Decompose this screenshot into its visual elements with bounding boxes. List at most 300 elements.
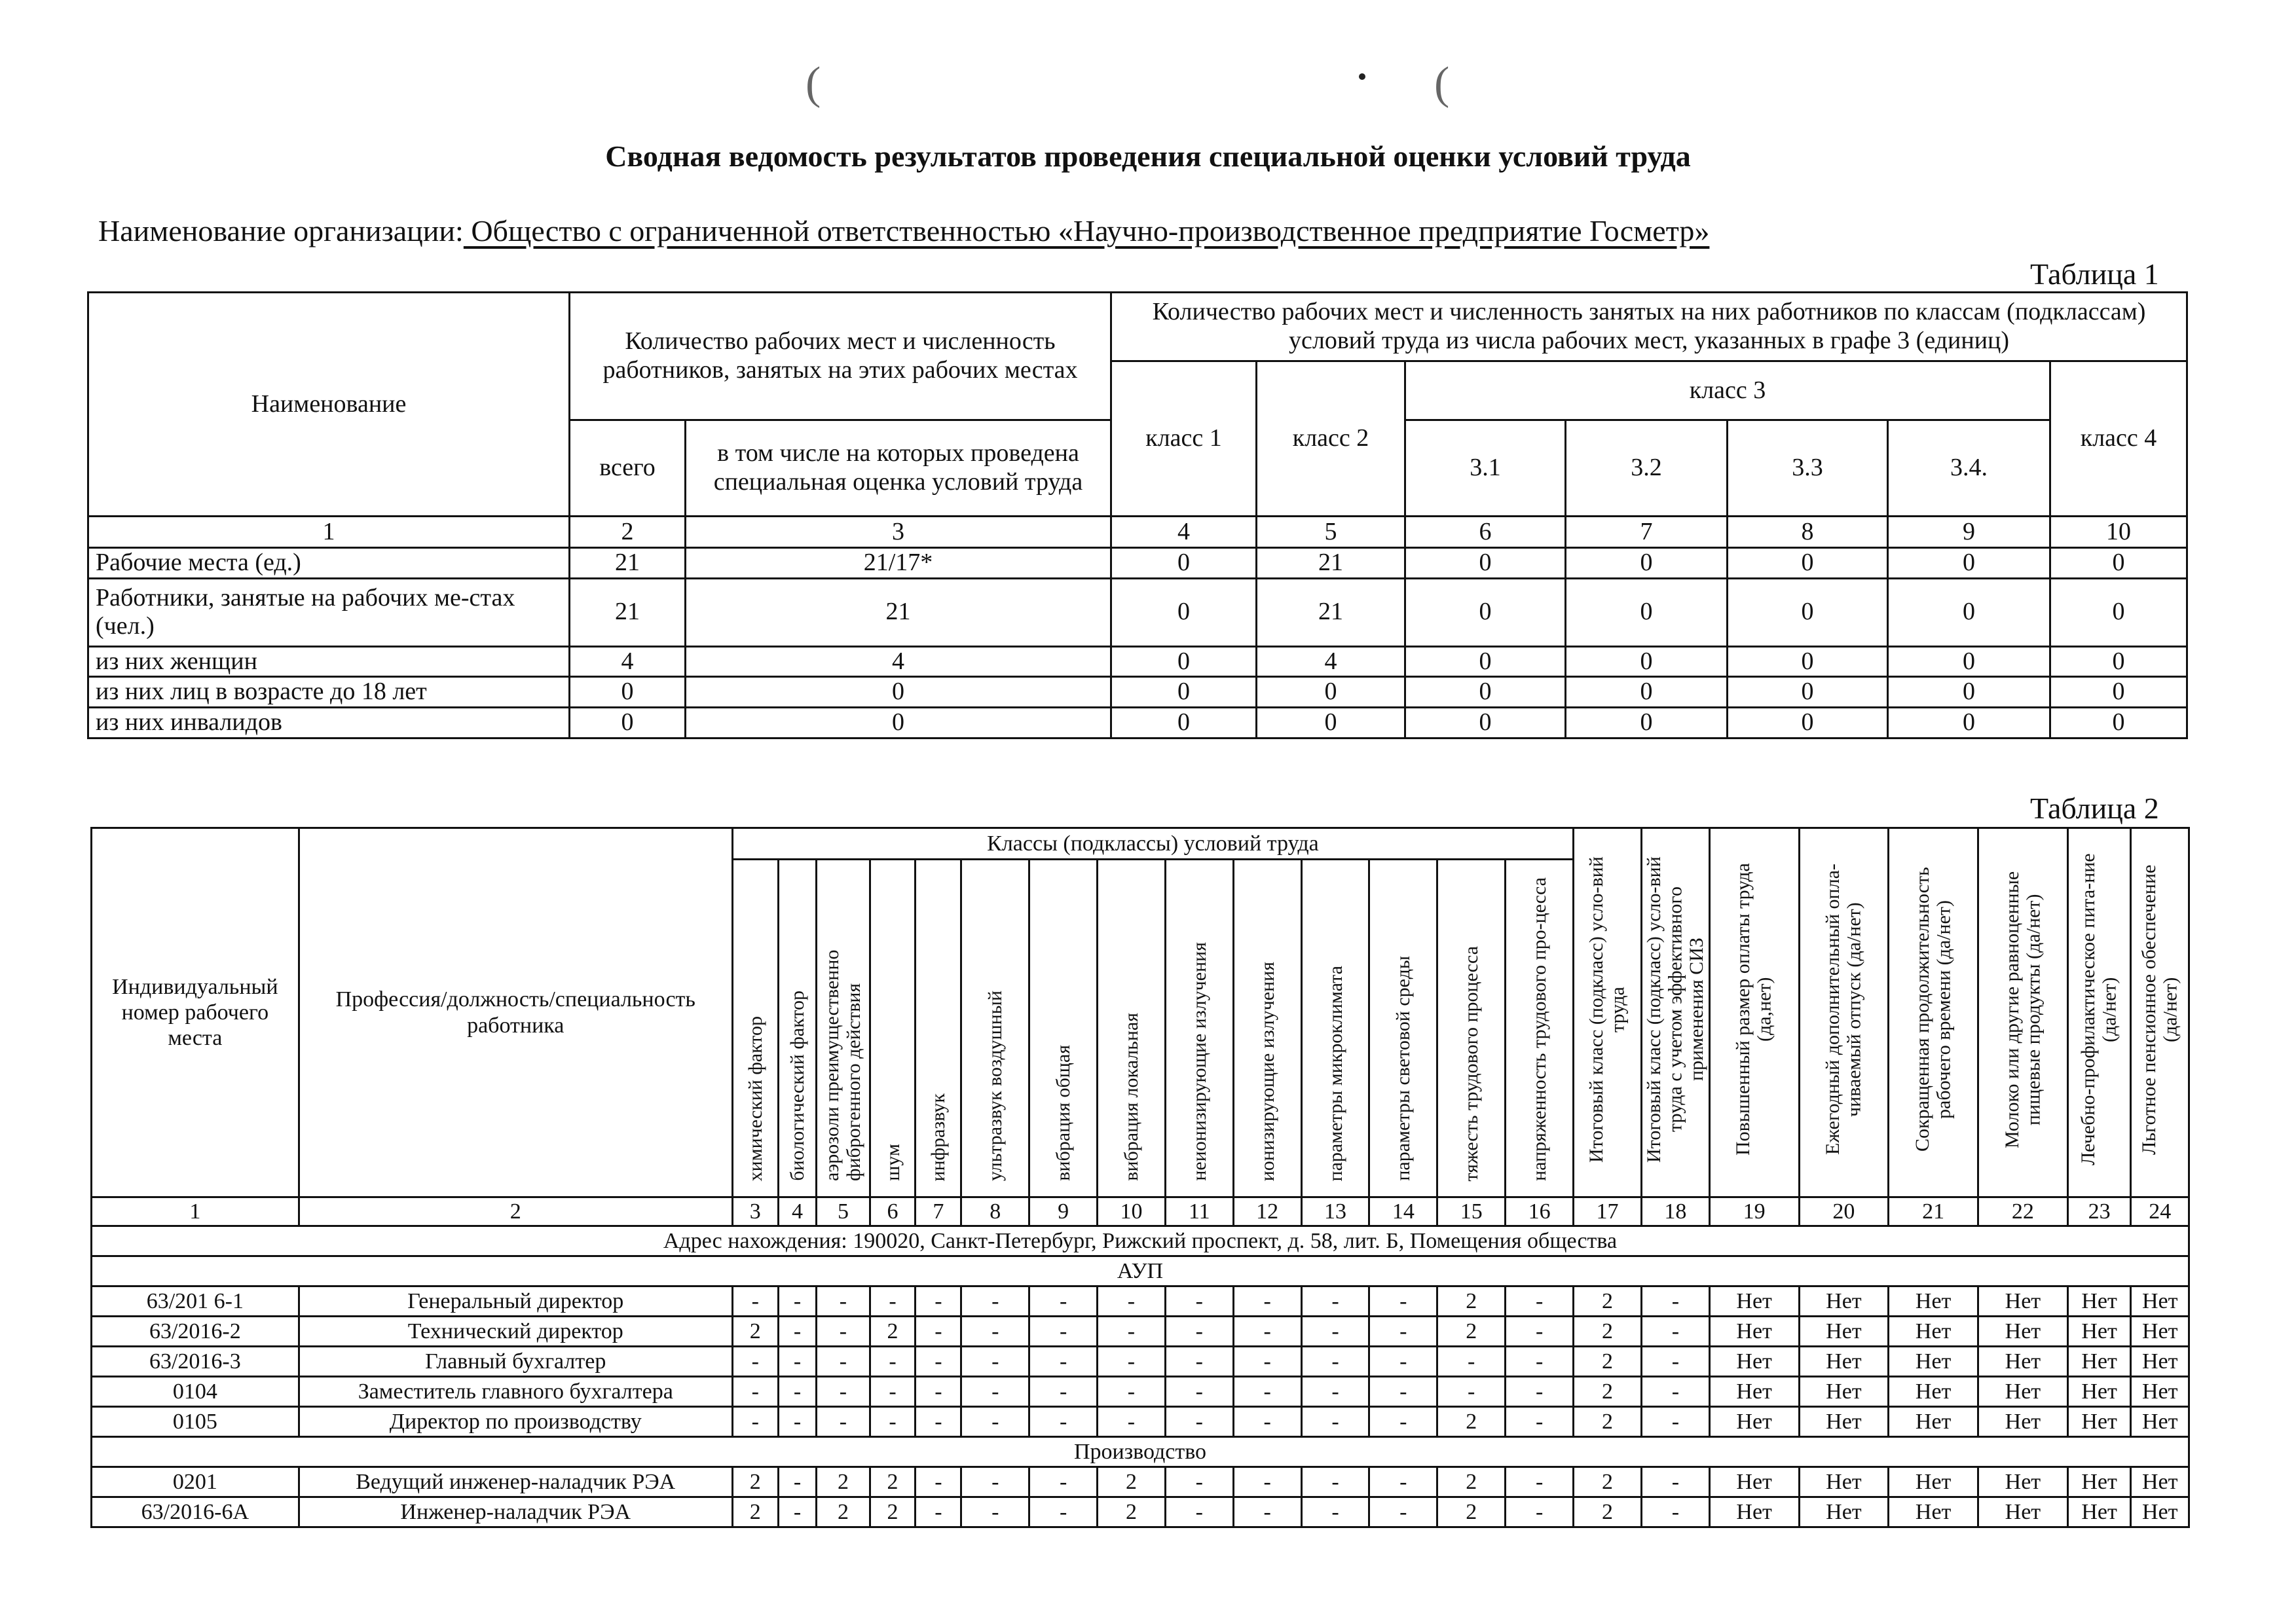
t1-cell: 0 bbox=[1728, 646, 1888, 677]
t2-cell: - bbox=[1233, 1377, 1301, 1407]
t1-row bbox=[88, 677, 2187, 708]
t2-col-number: 17 bbox=[1574, 1197, 1642, 1226]
t2-cell: 2 bbox=[817, 1467, 870, 1497]
t2-cell: - bbox=[1029, 1467, 1098, 1497]
t2-cell: - bbox=[1098, 1317, 1166, 1347]
t2-cell: 2 bbox=[1098, 1467, 1166, 1497]
t2-cell: - bbox=[870, 1347, 916, 1377]
t2-factor-header bbox=[916, 860, 961, 1197]
t2-row bbox=[92, 1347, 2189, 1377]
t2-header-final-siz bbox=[1641, 828, 1709, 1197]
t2-cell: Нет bbox=[1889, 1317, 1978, 1347]
t2-cell: - bbox=[1301, 1317, 1369, 1347]
t1-col-number: 3 bbox=[686, 517, 1111, 548]
t1-cell: 0 bbox=[1888, 646, 2050, 677]
t2-address: Адрес нахождения: 190020, Санкт-Петербург, Рижский проспект, д. 58, лит. Б, Помещения общества bbox=[92, 1226, 2189, 1256]
t1-cell: 0 bbox=[2050, 677, 2187, 708]
t2-cell: 2 bbox=[732, 1467, 778, 1497]
t1-cell: 0 bbox=[570, 677, 686, 708]
t1-header-total: всего bbox=[570, 420, 686, 517]
t2-cell: 2 bbox=[732, 1317, 778, 1347]
t1-cell: 0 bbox=[1728, 708, 1888, 739]
t2-cell: Нет bbox=[2067, 1317, 2131, 1347]
t2-cell: - bbox=[961, 1347, 1029, 1377]
t1-cell: 21 bbox=[686, 578, 1111, 646]
scan-dot bbox=[1359, 73, 1365, 80]
t2-cell: - bbox=[1029, 1317, 1098, 1347]
t1-header-class4: класс 4 bbox=[2050, 361, 2187, 517]
t1-col-number: 8 bbox=[1728, 517, 1888, 548]
t2-cell: Нет bbox=[2067, 1407, 2131, 1437]
t2-section-name: АУП bbox=[92, 1256, 2189, 1286]
t2-section-name: Производство bbox=[92, 1437, 2189, 1467]
t2-factor-header bbox=[1369, 860, 1437, 1197]
t2-cell: Нет bbox=[1709, 1377, 1799, 1407]
results-table bbox=[90, 827, 2190, 1528]
t2-col-number: 16 bbox=[1506, 1197, 1574, 1226]
t2-cell: - bbox=[961, 1286, 1029, 1317]
t2-cell: - bbox=[1233, 1347, 1301, 1377]
t1-cell: 0 bbox=[1111, 708, 1257, 739]
t1-header-classes: Количество рабочих мест и численность занятых на них работников по классам (подклассам) условий труда из числа рабочих мест, указанных в графе 3 (единиц) bbox=[1111, 293, 2187, 361]
t2-cell: - bbox=[1098, 1347, 1166, 1377]
t2-cell: - bbox=[1233, 1317, 1301, 1347]
t2-cell: 2 bbox=[817, 1497, 870, 1527]
t1-header-count: Количество рабочих мест и численность работников, занятых на этих рабочих местах bbox=[570, 293, 1111, 420]
t2-cell: - bbox=[817, 1347, 870, 1377]
t1-header-3-4: 3.4. bbox=[1888, 420, 2050, 517]
t2-header-final-siz-text: Итоговый класс (подкласс) усло-вий труда с учетом эффективного применения СИЗ bbox=[1642, 856, 1707, 1163]
t2-cell: - bbox=[817, 1317, 870, 1347]
t2-cell: Нет bbox=[2131, 1377, 2189, 1407]
table1-caption: Таблица 1 bbox=[2030, 257, 2159, 291]
t2-cell: - bbox=[778, 1467, 817, 1497]
t2-cell: Нет bbox=[2067, 1467, 2131, 1497]
t2-factor-label: неионизирующие излучения bbox=[1188, 942, 1210, 1181]
t2-cell: - bbox=[916, 1377, 961, 1407]
t2-header-pay-text: Повышенный размер оплаты труда (да,нет) bbox=[1732, 863, 1775, 1156]
t1-cell: 0 bbox=[1111, 677, 1257, 708]
t2-cell: Нет bbox=[1978, 1286, 2068, 1317]
t2-header-pension bbox=[2131, 828, 2189, 1197]
t1-header-class3: класс 3 bbox=[1405, 361, 2050, 420]
t2-cell: - bbox=[1506, 1286, 1574, 1317]
t2-cell: Нет bbox=[1799, 1317, 1889, 1347]
t2-header-final bbox=[1574, 828, 1642, 1197]
t2-col-number: 13 bbox=[1301, 1197, 1369, 1226]
t2-cell: - bbox=[1641, 1407, 1709, 1437]
t1-cell: 0 bbox=[570, 708, 686, 739]
t2-cell: Нет bbox=[1799, 1467, 1889, 1497]
t1-row bbox=[88, 578, 2187, 646]
t2-col-number: 6 bbox=[870, 1197, 916, 1226]
t2-factor-header bbox=[732, 860, 778, 1197]
t2-cell: Нет bbox=[1978, 1377, 2068, 1407]
t2-cell: Нет bbox=[1709, 1286, 1799, 1317]
t1-col-number: 7 bbox=[1566, 517, 1728, 548]
t2-cell: 2 bbox=[1574, 1407, 1642, 1437]
t2-col-number: 5 bbox=[817, 1197, 870, 1226]
scan-mark-right: ( bbox=[1434, 58, 1450, 109]
t2-cell: Нет bbox=[2131, 1407, 2189, 1437]
t2-cell: - bbox=[1437, 1377, 1506, 1407]
t2-header-final-text: Итоговый класс (подкласс) усло-вий труда bbox=[1585, 856, 1629, 1163]
t1-header-class1: класс 1 bbox=[1111, 361, 1257, 517]
t2-cell: - bbox=[778, 1407, 817, 1437]
t2-row bbox=[92, 1467, 2189, 1497]
t2-cell: 2 bbox=[1574, 1286, 1642, 1317]
t1-header-class2: класс 2 bbox=[1257, 361, 1405, 517]
organization-name: Общество с ограниченной ответственностью «Научно-производственное предприятие Госметр» bbox=[463, 214, 1710, 247]
t2-factor-header bbox=[1098, 860, 1166, 1197]
t2-cell: - bbox=[1506, 1407, 1574, 1437]
t2-cell: - bbox=[817, 1407, 870, 1437]
t2-factor-header bbox=[1165, 860, 1233, 1197]
t2-header-hours-text: Сокращенная продолжительность рабочего времени (да/нет) bbox=[1911, 867, 1955, 1152]
t2-cell: 2 bbox=[870, 1497, 916, 1527]
t2-col-number: 21 bbox=[1889, 1197, 1978, 1226]
document-title: Сводная ведомость результатов проведения специальной оценки условий труда bbox=[605, 139, 1691, 173]
t2-cell: - bbox=[1641, 1467, 1709, 1497]
t2-cell: - bbox=[916, 1467, 961, 1497]
t2-col-number: 12 bbox=[1233, 1197, 1301, 1226]
t1-header-3-2: 3.2 bbox=[1566, 420, 1728, 517]
t2-cell: Нет bbox=[2067, 1497, 2131, 1527]
t2-cell: 2 bbox=[1574, 1377, 1642, 1407]
t2-cell: - bbox=[961, 1377, 1029, 1407]
t2-cell: Нет bbox=[1799, 1497, 1889, 1527]
t2-workplace-id: 0201 bbox=[92, 1467, 299, 1497]
t2-cell: - bbox=[916, 1317, 961, 1347]
t2-profession: Инженер-наладчик РЭА bbox=[299, 1497, 732, 1527]
t1-cell: 0 bbox=[1405, 646, 1566, 677]
t1-cell: 21 bbox=[1257, 548, 1405, 579]
t2-cell: 2 bbox=[1437, 1317, 1506, 1347]
t2-cell: 2 bbox=[1437, 1467, 1506, 1497]
t2-factor-label: параметры световой среды bbox=[1392, 956, 1415, 1181]
t2-factor-header bbox=[1506, 860, 1574, 1197]
summary-table bbox=[87, 291, 2188, 739]
t2-factor-header bbox=[817, 860, 870, 1197]
t2-factor-label: аэрозоли преимущественно фиброгенного действия bbox=[821, 949, 865, 1181]
t2-header-leave bbox=[1799, 828, 1889, 1197]
t2-cell: Нет bbox=[1889, 1407, 1978, 1437]
t2-factor-header bbox=[778, 860, 817, 1197]
t2-profession: Директор по производству bbox=[299, 1407, 732, 1437]
t1-row bbox=[88, 548, 2187, 579]
t2-cell: - bbox=[1641, 1347, 1709, 1377]
t2-workplace-id: 63/2016-3 bbox=[92, 1347, 299, 1377]
t2-cell: - bbox=[1369, 1377, 1437, 1407]
t2-cell: 2 bbox=[1098, 1497, 1166, 1527]
t1-cell: 0 bbox=[1405, 548, 1566, 579]
t2-header-leave-text: Ежегодный дополнительный опла-чиваемый отпуск (да/нет) bbox=[1822, 864, 1865, 1156]
t2-col-number: 10 bbox=[1098, 1197, 1166, 1226]
t1-cell: 4 bbox=[686, 646, 1111, 677]
t2-cell: - bbox=[1506, 1497, 1574, 1527]
t2-cell: Нет bbox=[1889, 1467, 1978, 1497]
t1-row bbox=[88, 646, 2187, 677]
t2-cell: - bbox=[1301, 1286, 1369, 1317]
t2-cell: - bbox=[732, 1377, 778, 1407]
t2-profession: Ведущий инженер-наладчик РЭА bbox=[299, 1467, 732, 1497]
t2-cell: - bbox=[1369, 1317, 1437, 1347]
t1-cell: 0 bbox=[1405, 578, 1566, 646]
t1-cell: 0 bbox=[2050, 646, 2187, 677]
t2-factor-label: химический фактор bbox=[744, 1015, 766, 1181]
t2-cell: - bbox=[1233, 1286, 1301, 1317]
t1-cell: 0 bbox=[1728, 548, 1888, 579]
t1-col-number: 2 bbox=[570, 517, 686, 548]
t2-col-number: 9 bbox=[1029, 1197, 1098, 1226]
t1-cell: 0 bbox=[1888, 578, 2050, 646]
t2-section-row bbox=[92, 1256, 2189, 1286]
t2-col-number: 4 bbox=[778, 1197, 817, 1226]
t2-cell: - bbox=[817, 1377, 870, 1407]
t2-cell: 2 bbox=[732, 1497, 778, 1527]
t2-col-number: 7 bbox=[916, 1197, 961, 1226]
t2-cell: - bbox=[1301, 1467, 1369, 1497]
t2-factor-label: ионизирующие излучения bbox=[1256, 961, 1278, 1181]
t2-cell: Нет bbox=[1978, 1317, 2068, 1347]
t2-cell: - bbox=[732, 1407, 778, 1437]
t2-cell: - bbox=[1165, 1407, 1233, 1437]
t1-cell: 21 bbox=[570, 578, 686, 646]
t1-row-name: Рабочие места (ед.) bbox=[88, 548, 570, 579]
t2-column-numbers bbox=[92, 1197, 2189, 1226]
t2-col-number: 15 bbox=[1437, 1197, 1506, 1226]
t2-cell: Нет bbox=[2067, 1286, 2131, 1317]
t1-cell: 0 bbox=[1566, 578, 1728, 646]
t2-cell: 2 bbox=[1574, 1317, 1642, 1347]
t1-cell: 0 bbox=[1888, 548, 2050, 579]
t2-factor-label: параметры микроклимата bbox=[1324, 965, 1346, 1181]
t2-cell: - bbox=[1369, 1286, 1437, 1317]
t2-factor-label: инфразвук bbox=[927, 1093, 950, 1181]
t2-cell: 2 bbox=[870, 1467, 916, 1497]
t1-cell: 0 bbox=[686, 708, 1111, 739]
t1-cell: 4 bbox=[570, 646, 686, 677]
t1-cell: 0 bbox=[1405, 677, 1566, 708]
t2-cell: - bbox=[1029, 1497, 1098, 1527]
t1-header-assessed: в том числе на которых проведена специальная оценка условий труда bbox=[686, 420, 1111, 517]
t2-cell: - bbox=[1029, 1286, 1098, 1317]
t2-cell: Нет bbox=[1799, 1347, 1889, 1377]
t1-cell: 0 bbox=[1888, 708, 2050, 739]
t1-cell: 4 bbox=[1257, 646, 1405, 677]
t2-header-milk-text: Молоко или другие равноценные пищевые продукты (да/нет) bbox=[2001, 871, 2044, 1148]
t1-cell: 0 bbox=[2050, 578, 2187, 646]
t2-factor-header bbox=[961, 860, 1029, 1197]
t2-cell: - bbox=[1029, 1377, 1098, 1407]
t2-cell: - bbox=[1301, 1407, 1369, 1437]
t2-factor-label: ультразвук воздушный bbox=[984, 991, 1007, 1181]
t2-cell: Нет bbox=[1978, 1497, 2068, 1527]
t2-cell: - bbox=[1165, 1317, 1233, 1347]
t2-header-id: Индивидуальный номер рабочего места bbox=[92, 828, 299, 1197]
t2-header-pay bbox=[1709, 828, 1799, 1197]
t2-cell: - bbox=[1098, 1377, 1166, 1407]
t1-cell: 0 bbox=[1257, 677, 1405, 708]
t2-cell: - bbox=[870, 1286, 916, 1317]
t2-cell: - bbox=[1437, 1347, 1506, 1377]
t2-cell: Нет bbox=[1799, 1407, 1889, 1437]
t2-workplace-id: 63/2016-2 bbox=[92, 1317, 299, 1347]
t2-cell: - bbox=[1369, 1497, 1437, 1527]
t2-cell: - bbox=[916, 1407, 961, 1437]
t2-row bbox=[92, 1286, 2189, 1317]
t2-cell: - bbox=[1369, 1407, 1437, 1437]
t2-header-pension-text: Льготное пенсионное обеспечение (да/нет) bbox=[2138, 864, 2181, 1155]
t2-workplace-id: 0105 bbox=[92, 1407, 299, 1437]
t2-factor-label: напряженность трудового про-цесса bbox=[1528, 877, 1551, 1181]
t2-factor-label: биологический фактор bbox=[787, 991, 809, 1181]
t2-row bbox=[92, 1377, 2189, 1407]
t2-cell: - bbox=[1369, 1467, 1437, 1497]
t2-workplace-id: 0104 bbox=[92, 1377, 299, 1407]
t2-cell: Нет bbox=[2131, 1467, 2189, 1497]
t2-cell: - bbox=[916, 1347, 961, 1377]
t2-factor-label: вибрация общая bbox=[1052, 1045, 1075, 1181]
t2-cell: Нет bbox=[1709, 1407, 1799, 1437]
t1-cell: 0 bbox=[1405, 708, 1566, 739]
t2-row bbox=[92, 1317, 2189, 1347]
t2-cell: - bbox=[778, 1347, 817, 1377]
t2-cell: - bbox=[778, 1497, 817, 1527]
t2-profession: Генеральный директор bbox=[299, 1286, 732, 1317]
t2-cell: - bbox=[1233, 1467, 1301, 1497]
t1-cell: 0 bbox=[1888, 677, 2050, 708]
t1-cell: 0 bbox=[1566, 677, 1728, 708]
t2-profession: Главный бухгалтер bbox=[299, 1347, 732, 1377]
t2-cell: - bbox=[870, 1377, 916, 1407]
t1-col-number: 1 bbox=[88, 517, 570, 548]
t2-cell: - bbox=[1165, 1497, 1233, 1527]
t2-cell: - bbox=[916, 1286, 961, 1317]
t2-cell: 2 bbox=[1574, 1347, 1642, 1377]
t2-cell: Нет bbox=[1799, 1377, 1889, 1407]
t2-col-number: 2 bbox=[299, 1197, 732, 1226]
t2-cell: Нет bbox=[1978, 1407, 2068, 1437]
t2-cell: - bbox=[961, 1497, 1029, 1527]
t2-cell: - bbox=[1506, 1317, 1574, 1347]
t2-header-nutrition bbox=[2067, 828, 2131, 1197]
t2-cell: Нет bbox=[2131, 1286, 2189, 1317]
t1-col-number: 9 bbox=[1888, 517, 2050, 548]
t2-cell: - bbox=[778, 1377, 817, 1407]
t1-cell: 0 bbox=[1566, 646, 1728, 677]
t2-cell: - bbox=[778, 1317, 817, 1347]
t2-col-number: 20 bbox=[1799, 1197, 1889, 1226]
t1-cell: 0 bbox=[1111, 548, 1257, 579]
t1-cell: 0 bbox=[686, 677, 1111, 708]
t2-col-number: 18 bbox=[1641, 1197, 1709, 1226]
t1-col-number: 6 bbox=[1405, 517, 1566, 548]
t2-cell: - bbox=[961, 1467, 1029, 1497]
t2-cell: Нет bbox=[2067, 1347, 2131, 1377]
t1-cell: 0 bbox=[1728, 578, 1888, 646]
t1-row bbox=[88, 708, 2187, 739]
t1-row-name: Работники, занятые на рабочих ме-стах (чел.) bbox=[88, 578, 570, 646]
t2-cell: Нет bbox=[1799, 1286, 1889, 1317]
t2-col-number: 19 bbox=[1709, 1197, 1799, 1226]
t2-cell: 2 bbox=[1574, 1497, 1642, 1527]
t2-cell: - bbox=[1506, 1467, 1574, 1497]
t2-col-number: 3 bbox=[732, 1197, 778, 1226]
t2-header-nutrition-text: Лечебно-профилактическое пита-ние (да/нет) bbox=[2077, 853, 2120, 1166]
t2-cell: 2 bbox=[1437, 1407, 1506, 1437]
t2-cell: - bbox=[1029, 1347, 1098, 1377]
t2-col-number: 11 bbox=[1165, 1197, 1233, 1226]
t2-row bbox=[92, 1497, 2189, 1527]
t2-cell: - bbox=[1369, 1347, 1437, 1377]
t2-cell: Нет bbox=[2131, 1497, 2189, 1527]
t2-cell: Нет bbox=[1709, 1467, 1799, 1497]
t2-row bbox=[92, 1407, 2189, 1437]
t1-col-number: 4 bbox=[1111, 517, 1257, 548]
t2-cell: - bbox=[1233, 1407, 1301, 1437]
t1-cell: 21/17* bbox=[686, 548, 1111, 579]
t2-cell: - bbox=[1233, 1497, 1301, 1527]
t2-factor-header bbox=[1437, 860, 1506, 1197]
t2-section-row bbox=[92, 1437, 2189, 1467]
t1-cell: 0 bbox=[1566, 708, 1728, 739]
t2-factor-header bbox=[1301, 860, 1369, 1197]
t1-cell: 0 bbox=[1728, 677, 1888, 708]
t2-cell: - bbox=[778, 1286, 817, 1317]
t2-header-profession: Профессия/должность/специальность работника bbox=[299, 828, 732, 1197]
t2-workplace-id: 63/201 6-1 bbox=[92, 1286, 299, 1317]
t2-cell: 2 bbox=[1574, 1467, 1642, 1497]
t1-row-name: из них женщин bbox=[88, 646, 570, 677]
t2-factor-label: тяжесть трудового процесса bbox=[1460, 945, 1483, 1181]
t2-cell: - bbox=[1301, 1347, 1369, 1377]
t1-cell: 0 bbox=[1111, 646, 1257, 677]
t1-cell: 0 bbox=[1257, 708, 1405, 739]
t2-cell: - bbox=[1506, 1347, 1574, 1377]
t2-cell: - bbox=[1165, 1467, 1233, 1497]
t2-workplace-id: 63/2016-6А bbox=[92, 1497, 299, 1527]
table2-caption: Таблица 2 bbox=[2030, 792, 2159, 825]
t2-col-number: 24 bbox=[2131, 1197, 2189, 1226]
t2-col-number: 1 bbox=[92, 1197, 299, 1226]
t2-cell: Нет bbox=[1709, 1497, 1799, 1527]
t1-header-3-3: 3.3 bbox=[1728, 420, 1888, 517]
t1-row-name: из них инвалидов bbox=[88, 708, 570, 739]
t2-cell: - bbox=[1098, 1407, 1166, 1437]
t2-cell: Нет bbox=[1709, 1317, 1799, 1347]
t2-cell: - bbox=[961, 1407, 1029, 1437]
t1-cell: 0 bbox=[1566, 548, 1728, 579]
t2-cell: - bbox=[1641, 1377, 1709, 1407]
t1-cell: 0 bbox=[2050, 548, 2187, 579]
t1-col-number: 10 bbox=[2050, 517, 2187, 548]
t2-cell: - bbox=[1098, 1286, 1166, 1317]
t2-factor-label: шум bbox=[881, 1144, 904, 1181]
t2-col-number: 14 bbox=[1369, 1197, 1437, 1226]
t2-cell: - bbox=[732, 1347, 778, 1377]
scan-mark-left: ( bbox=[805, 58, 821, 109]
t2-cell: Нет bbox=[2067, 1377, 2131, 1407]
t2-cell: - bbox=[1641, 1286, 1709, 1317]
t2-cell: 2 bbox=[870, 1317, 916, 1347]
t2-cell: - bbox=[1165, 1377, 1233, 1407]
t1-column-numbers bbox=[88, 517, 2187, 548]
t2-cell: - bbox=[1029, 1407, 1098, 1437]
t2-cell: Нет bbox=[2131, 1347, 2189, 1377]
t2-cell: - bbox=[1301, 1497, 1369, 1527]
t2-cell: - bbox=[961, 1317, 1029, 1347]
